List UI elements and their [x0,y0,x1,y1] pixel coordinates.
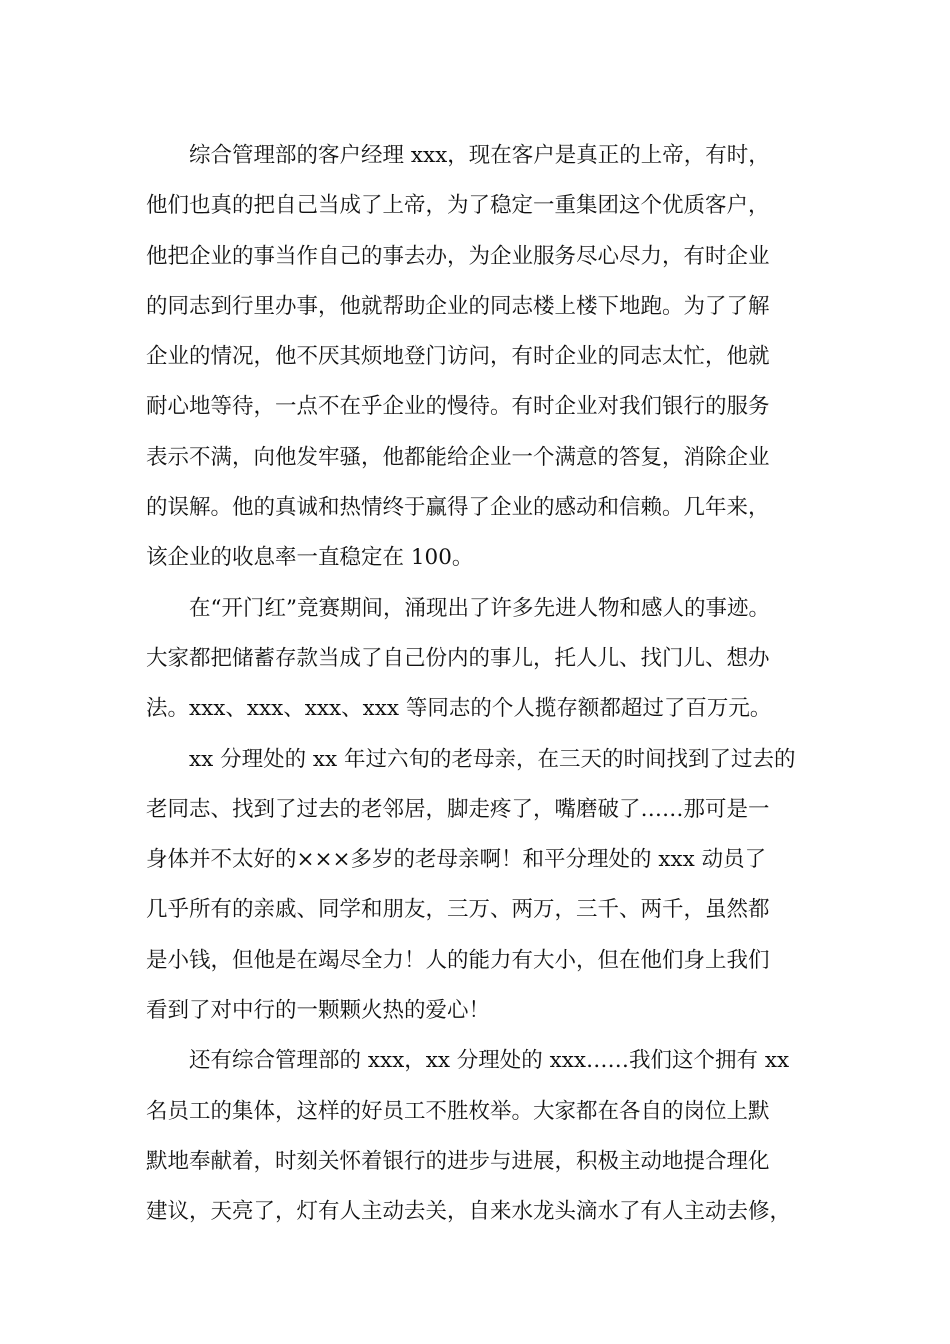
paragraph-2 [146,584,836,735]
text-line: 还有综合管理部的 xxx，xx 分理处的 xxx……我们这个拥有 xx [189,1048,790,1074]
text-line: 综合管理部的客户经理 xxx，现在客户是真正的上帝，有时， [189,143,770,168]
text-line: 他们也真的把自己当成了上帝，为了稳定一重集团这个优质客户， [146,193,770,219]
text-line: 默地奉献着，时刻关怀着银行的进步与进展，积极主动地提合理化 [146,1148,770,1174]
text-line: 大家都把储蓄存款当成了自己份内的事儿，托人儿、找门儿、想办 [146,645,770,671]
text-line: 企业的情况，他不厌其烦地登门访问，有时企业的同志太忙，他就 [146,344,770,370]
text-line: 是小钱，但他是在竭尽全力！人的能力有大小，但在他们身上我们 [146,947,770,973]
text-line: 建议，天亮了，灯有人主动去关，自来水龙头滴水了有人主动去修， [146,1199,792,1225]
text-line: 名员工的集体，这样的好员工不胜枚举。大家都在各自的岗位上默 [146,1098,770,1124]
text-line: 看到了对中行的一颗颗火热的爱心！ [146,998,491,1024]
paragraph-1 [146,131,836,584]
text-line: 他把企业的事当作自己的事去办，为企业服务尽心尽力，有时企业 [146,243,770,269]
document-body [146,131,836,1238]
text-line: 老同志、找到了过去的老邻居，脚走疼了，嘴磨破了……那可是一 [146,796,770,822]
text-line: 耐心地等待，一点不在乎企业的慢待。有时企业对我们银行的服务 [146,394,770,420]
text-line: 的误解。他的真诚和热情终于赢得了企业的感动和信赖。几年来， [146,495,770,521]
text-line: xx 分理处的 xx 年过六旬的老母亲，在三天的时间找到了过去的 [189,746,796,772]
text-line: 该企业的收息率一直稳定在 100。 [146,545,474,571]
text-line: 身体并不太好的×××多岁的老母亲啊！和平分理处的 xxx 动员了 [146,847,767,873]
paragraph-3 [146,735,836,1037]
paragraph-4 [146,1036,836,1237]
text-line: 几乎所有的亲戚、同学和朋友，三万、两万，三千、两千，虽然都 [146,897,770,923]
text-line: 法。xxx、xxx、xxx、xxx 等同志的个人揽存额都超过了百万元。 [146,696,772,722]
text-line: 在“开门红”竞赛期间，涌现出了许多先进人物和感人的事迹。 [189,595,770,621]
text-line: 表示不满，向他发牢骚，他都能给企业一个满意的答复，消除企业 [146,444,770,470]
text-line: 的同志到行里办事，他就帮助企业的同志楼上楼下地跑。为了了解 [146,293,770,319]
